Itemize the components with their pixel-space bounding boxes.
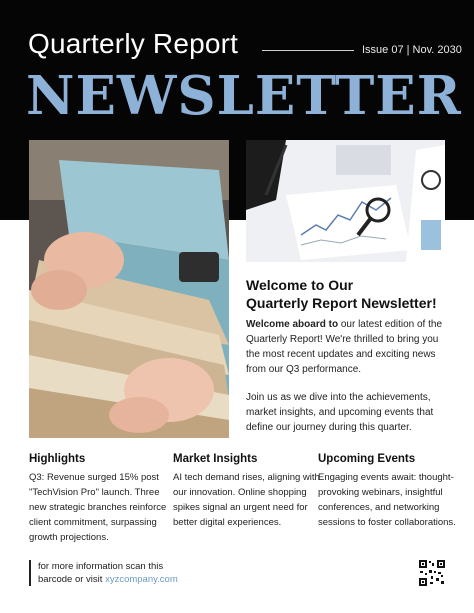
- newsletter-masthead: NEWSLETTER: [26, 65, 462, 127]
- file-folders-illustration: [29, 140, 229, 438]
- welcome-heading-line1: Welcome to Our: [246, 277, 354, 293]
- upcoming-events-column: [318, 453, 468, 530]
- welcome-intro-bold: Welcome aboard to: [246, 319, 339, 330]
- desk-charts-photo: [246, 140, 445, 262]
- footer-accent-bar: [29, 560, 31, 586]
- qr-code-icon[interactable]: [419, 560, 445, 586]
- upcoming-events-body: Engaging events await: thought-provoking webinars, insightful conferences, and networking sessions to foster collaborations.: [318, 472, 456, 528]
- footer-info: [38, 560, 178, 586]
- market-insights-heading: Market Insights: [173, 453, 258, 465]
- highlights-heading: Highlights: [29, 453, 86, 465]
- welcome-heading-line2: Quarterly Report Newsletter!: [246, 295, 437, 311]
- report-title: Quarterly Report: [28, 28, 239, 59]
- file-folders-photo: [29, 140, 229, 438]
- welcome-paragraph: [246, 317, 452, 377]
- desk-charts-illustration: [246, 140, 445, 262]
- welcome-heading: [246, 276, 456, 312]
- website-link[interactable]: xyzcompany.com: [105, 574, 178, 585]
- issue-divider: [262, 50, 354, 51]
- upcoming-events-heading: Upcoming Events: [318, 453, 416, 465]
- welcome-intro-rest: our latest edition of the Quarterly Report! We're thrilled to bring you the most recent updates and exciting news from our Q3 performance.: [246, 319, 443, 375]
- market-insights-column: [173, 453, 323, 530]
- footer-line2-prefix: barcode or visit: [38, 574, 106, 585]
- market-insights-body: AI tech demand rises, aligning with our innovation. Online shopping spikes signal an urgent need for better digital experiences.: [173, 472, 320, 528]
- issue-label: Issue 07 | Nov. 2030: [362, 44, 462, 56]
- footer-line1: for more information scan this: [38, 561, 164, 572]
- highlights-column: [29, 453, 179, 545]
- footer-line2: [38, 573, 178, 586]
- highlights-body: Q3: Revenue surged 15% post "TechVision Pro" launch. Three new strategic branches reinforce client commitment, surpassing growth projections.: [29, 472, 167, 543]
- journey-paragraph: Join us as we dive into the achievements, market insights, and upcoming events that define our journey during this quarter.: [246, 392, 434, 433]
